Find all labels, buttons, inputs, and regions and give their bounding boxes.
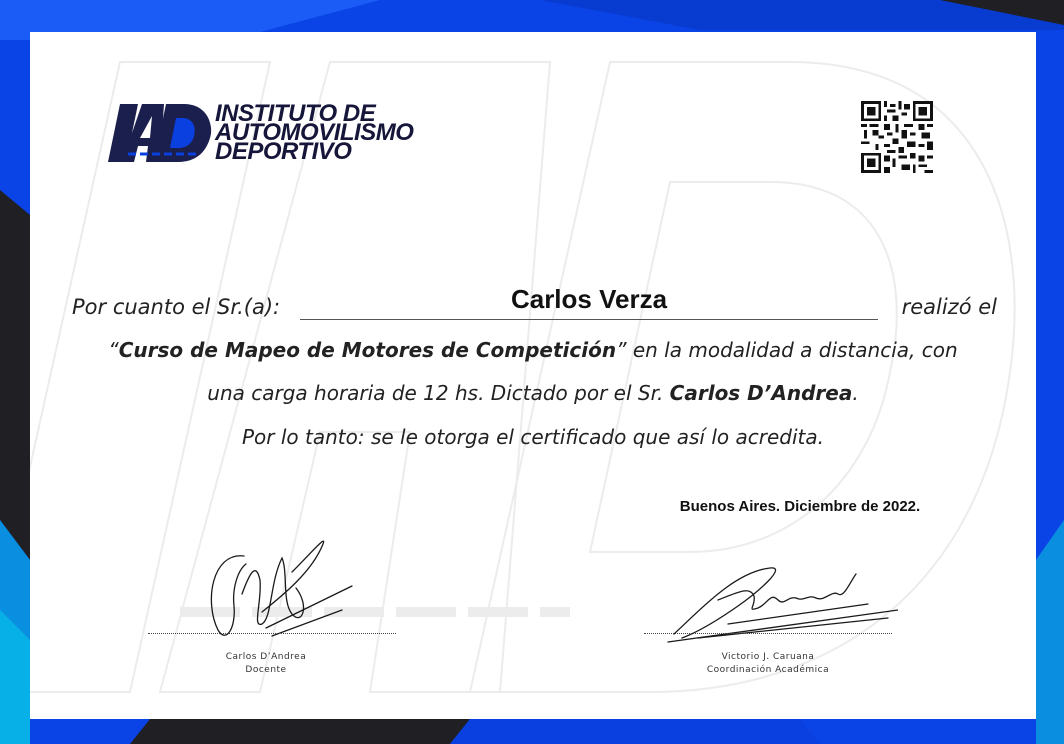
signatory-2-role: Coordinación Académica <box>706 665 830 675</box>
institution-logo <box>108 102 458 166</box>
signatory-1-name: Carlos D’Andrea <box>225 652 307 662</box>
recipient-line <box>72 284 997 327</box>
institution-name-line1: INSTITUTO DE <box>215 100 376 127</box>
qr-code-icon[interactable] <box>861 101 933 173</box>
intro-tail-text: realizó el <box>901 295 997 319</box>
iad-logo-icon <box>108 102 212 164</box>
signatory-2 <box>638 651 898 677</box>
signature-line-2 <box>644 633 892 634</box>
course-quote-open: “ <box>108 338 119 362</box>
course-line <box>30 338 1036 362</box>
recipient-name: Carlos Verza <box>510 284 668 314</box>
course-mode: en la modalidad a distancia, con <box>626 338 958 362</box>
intro-text: Por cuanto el Sr.(a): <box>72 295 281 319</box>
name-underline <box>300 319 878 320</box>
signature-line-1 <box>148 633 396 634</box>
signatory-1 <box>136 651 396 677</box>
institution-name-line2: AUTOMOVILISMO <box>215 119 414 146</box>
course-quote-close: ” <box>616 338 627 362</box>
place-date: Buenos Aires. Diciembre de 2022. <box>679 498 921 515</box>
institution-name-line3: DEPORTIVO <box>215 138 352 165</box>
hours-text: una carga horaria de 12 hs. Dictado por el Sr. <box>207 381 670 405</box>
certificate-card <box>30 32 1036 719</box>
course-name: Curso de Mapeo de Motores de Competición <box>118 338 617 362</box>
institution-name <box>215 100 465 165</box>
signatory-2-name: Victorio J. Caruana <box>721 652 815 662</box>
signature-block-2 <box>638 552 898 682</box>
hours-line <box>30 381 1036 405</box>
hours-tail: . <box>852 381 859 405</box>
signatory-1-role: Docente <box>245 665 287 675</box>
closing-line: Por lo tanto: se le otorga el certificado que así lo acredita. <box>242 425 824 449</box>
instructor-name: Carlos D’Andrea <box>669 381 853 405</box>
signature-block-1 <box>142 532 402 682</box>
